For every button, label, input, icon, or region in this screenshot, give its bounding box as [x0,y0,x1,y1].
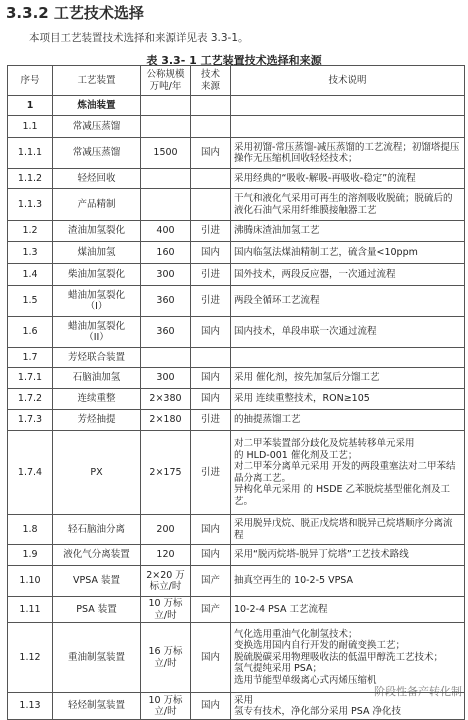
table-row [8,597,465,623]
capacity: 360 [141,286,191,317]
unit-name: 常减压蒸馏 [53,138,141,169]
tech-source [191,348,231,368]
header-scale: 公称规模 万吨/年 [141,66,191,96]
tech-description: 国外技术，两段反应器，一次通过流程 [231,264,465,286]
unit-name: 重油制氢装置 [53,623,141,693]
capacity [141,116,191,138]
row-number: 1.7.2 [8,389,53,410]
table-row [8,389,465,410]
unit-name: 芳烃抽提 [53,410,141,431]
row-number: 1.1 [8,116,53,138]
header-description: 技术说明 [231,66,465,96]
table-row [8,317,465,348]
unit-name: 蜡油加氢裂化 （I） [53,286,141,317]
capacity: 2×175 [141,431,191,515]
row-number: 1.7.3 [8,410,53,431]
tech-description: 采用 氢专有技术，净化部分采用 PSA 净化技 [231,693,465,720]
capacity: 10 万标立/时 [141,693,191,720]
capacity: 1500 [141,138,191,169]
capacity: 16 万标立/时 [141,623,191,693]
tech-source: 国内 [191,317,231,348]
row-number: 1.4 [8,264,53,286]
capacity [141,189,191,221]
capacity: 400 [141,221,191,242]
table-row [8,431,465,515]
row-number: 1.1.2 [8,169,53,189]
tech-description: 采用经典的“吸收-解吸-再吸收-稳定”的流程 [231,169,465,189]
unit-name: 常减压蒸馏 [53,116,141,138]
row-number: 1.1.3 [8,189,53,221]
unit-name: 石脑油加氢 [53,368,141,389]
row-number: 1.7.4 [8,431,53,515]
row-number: 1.1.1 [8,138,53,169]
tech-source: 引进 [191,410,231,431]
section-heading: 3.3.2 工艺技术选择 [6,4,144,22]
process-technology-table [7,65,465,720]
tech-description: 采用初馏-常压蒸馏-减压蒸馏的工艺流程；初馏塔提压操作无压缩机回收轻烃技术； [231,138,465,169]
table-row [8,348,465,368]
tech-source: 国内 [191,545,231,566]
tech-description: 气化选用重油气化制氢技术； 变换选用国内自行开发的耐硫变换工艺； 脱硫脱碳采用物理吸收法的低温甲醇洗工艺技术； 氢气提纯采用 PSA； 选用节能型单级离心式丙烯压缩机 [231,623,465,693]
table-caption: 表 3.3- 1 工艺装置技术选择和来源 [146,54,322,67]
unit-name: PX [53,431,141,515]
table-header-row [8,66,465,96]
table-row [8,169,465,189]
row-number: 1.13 [8,693,53,720]
unit-name: PSA 装置 [53,597,141,623]
tech-description: 国内技术，单段串联一次通过流程 [231,317,465,348]
tech-description: 国内临氢法煤油精制工艺，硫含量<10ppm [231,242,465,264]
unit-name: 煤油加氢 [53,242,141,264]
unit-name: 蜡油加氢裂化 （II） [53,317,141,348]
capacity: 2×380 [141,389,191,410]
unit-name: 轻石脑油分离 [53,515,141,545]
tech-source [191,116,231,138]
tech-source: 国产 [191,597,231,623]
header-source: 技术 来源 [191,66,231,96]
row-number: 1.8 [8,515,53,545]
watermark: 阶段性备产转化制 [374,685,462,698]
capacity: 10 万标立/时 [141,597,191,623]
unit-name: 芳烃联合装置 [53,348,141,368]
tech-source: 国内 [191,368,231,389]
capacity [141,169,191,189]
row-number: 1 [8,96,53,116]
row-number: 1.6 [8,317,53,348]
table-row [8,623,465,693]
unit-name: 柴油加氢裂化 [53,264,141,286]
row-number: 1.10 [8,566,53,597]
tech-source: 国产 [191,566,231,597]
table-row [8,96,465,116]
tech-source [191,169,231,189]
unit-name: VPSA 装置 [53,566,141,597]
tech-description: 采用脱异戊烷、脱正戊烷塔和脱异己烷塔顺序分离流程 [231,515,465,545]
row-number: 1.9 [8,545,53,566]
table-row [8,286,465,317]
tech-description [231,348,465,368]
capacity: 300 [141,368,191,389]
tech-source: 国内 [191,693,231,720]
table-row [8,189,465,221]
capacity [141,96,191,116]
unit-name: 炼油装置 [53,96,141,116]
tech-source: 国内 [191,389,231,410]
row-number: 1.7.1 [8,368,53,389]
tech-description: 10-2-4 PSA 工艺流程 [231,597,465,623]
row-number: 1.12 [8,623,53,693]
table-row [8,116,465,138]
row-number: 1.5 [8,286,53,317]
table-row [8,515,465,545]
intro-paragraph: 本项目工艺装置技术选择和来源详见表 3.3-1。 [29,32,249,44]
unit-name: 轻烃制氢装置 [53,693,141,720]
header-unit: 工艺装置 [53,66,141,96]
table-row [8,264,465,286]
table-row [8,410,465,431]
header-no: 序号 [8,66,53,96]
tech-description: 采用“脱丙烷塔-脱异丁烷塔”工艺技术路线 [231,545,465,566]
table-row [8,242,465,264]
row-number: 1.7 [8,348,53,368]
capacity: 2×20 万标立/时 [141,566,191,597]
tech-source: 引进 [191,264,231,286]
capacity: 2×180 [141,410,191,431]
tech-description: 的抽提蒸馏工艺 [231,410,465,431]
unit-name: 产品精制 [53,189,141,221]
tech-source: 国内 [191,138,231,169]
tech-source [191,189,231,221]
tech-description [231,116,465,138]
tech-source: 国内 [191,515,231,545]
table-body [8,96,465,720]
unit-name: 连续重整 [53,389,141,410]
capacity: 200 [141,515,191,545]
table-row [8,545,465,566]
tech-description: 对二甲苯装置部分歧化及烷基转移单元采用 的 HLD-001 催化剂及工艺； 对二甲苯分离单元采用 开发的两段重塞法对二甲苯结晶分离工艺。 异构化单元采用 的 HSDE 乙苯脱烷基型催化剂及工艺。 [231,431,465,515]
tech-description [231,96,465,116]
tech-description: 采用 连续重整技术，RON≥105 [231,389,465,410]
table-row [8,566,465,597]
capacity: 360 [141,317,191,348]
table-row [8,138,465,169]
row-number: 1.2 [8,221,53,242]
tech-description: 沸腾床渣油加氢工艺 [231,221,465,242]
capacity: 120 [141,545,191,566]
row-number: 1.11 [8,597,53,623]
capacity: 160 [141,242,191,264]
tech-source: 国内 [191,242,231,264]
table-row [8,368,465,389]
row-number: 1.3 [8,242,53,264]
capacity: 300 [141,264,191,286]
unit-name: 液化气分离装置 [53,545,141,566]
tech-description: 两段全循环工艺流程 [231,286,465,317]
table-row [8,221,465,242]
tech-description: 采用 催化剂，按先加氢后分馏工艺 [231,368,465,389]
tech-description: 干气和液化气采用可再生的溶剂吸收脱硫；脱硫后的液化石油气采用纤维膜接触器工艺 [231,189,465,221]
unit-name: 轻烃回收 [53,169,141,189]
unit-name: 渣油加氢裂化 [53,221,141,242]
tech-source: 引进 [191,431,231,515]
tech-source: 引进 [191,286,231,317]
tech-source: 引进 [191,221,231,242]
tech-source [191,96,231,116]
tech-source: 国内 [191,623,231,693]
capacity [141,348,191,368]
tech-description: 抽真空再生的 10-2-5 VPSA [231,566,465,597]
